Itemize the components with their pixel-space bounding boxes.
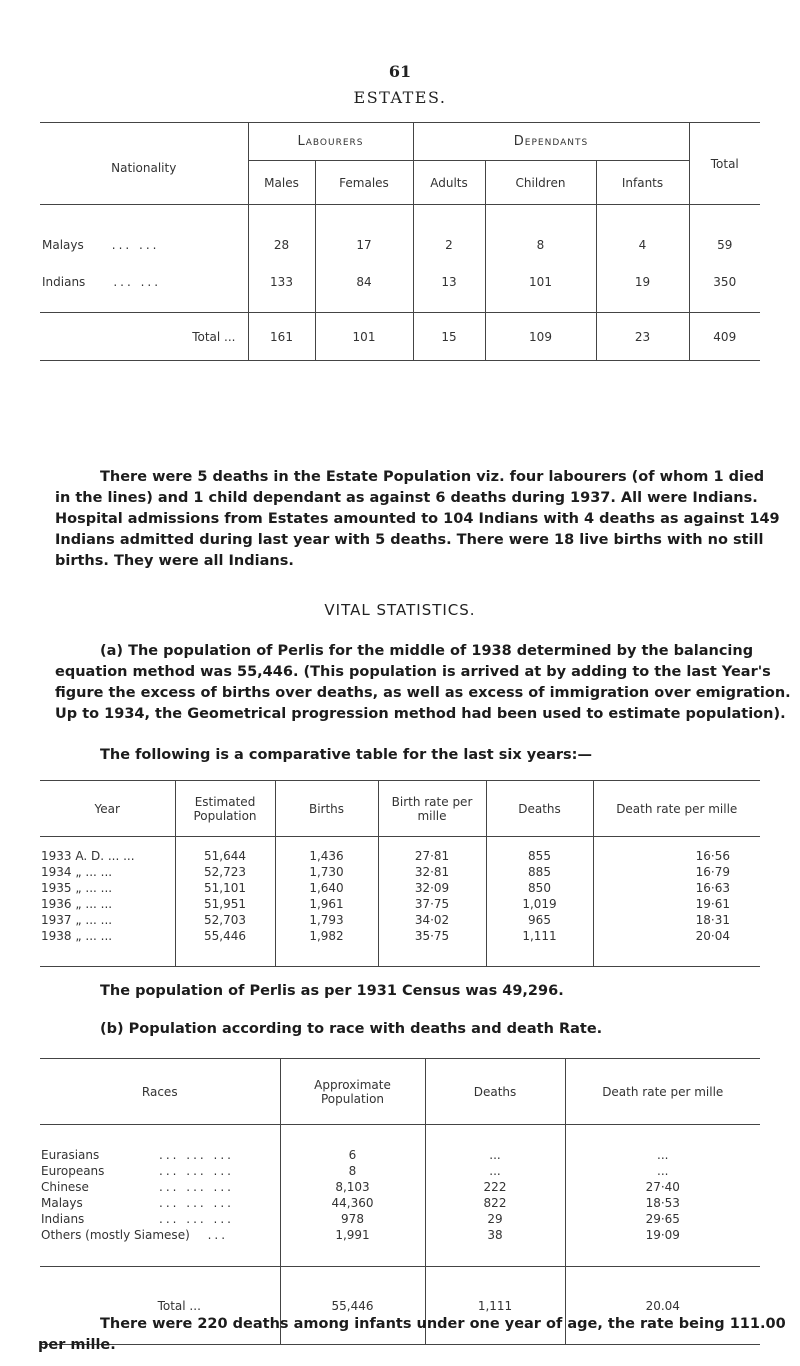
cell-deaths: 222 bbox=[425, 1179, 565, 1195]
cell-deaths: 29 bbox=[425, 1211, 565, 1227]
cell-adults: 13 bbox=[413, 253, 485, 313]
cell-deaths: 850 bbox=[486, 880, 593, 896]
cell-year: 1937 „ ... ... bbox=[40, 912, 175, 928]
col-population: Estimated Population bbox=[175, 781, 275, 837]
comparative-intro: The following is a comparative table for the last six years:— bbox=[100, 747, 592, 763]
total-population: 55,446 bbox=[280, 1267, 425, 1345]
leader-dots: ... bbox=[207, 1227, 229, 1242]
cell-death-rate: 16·79 bbox=[695, 865, 730, 879]
cell-population: 8,103 bbox=[280, 1179, 425, 1195]
paragraph-line: Indians admitted during last year with 5 deaths. There were 18 live births with no still bbox=[55, 532, 764, 548]
row-label: Indians bbox=[41, 1211, 85, 1226]
cell-death-rate: 16·63 bbox=[695, 881, 730, 895]
table-row bbox=[40, 205, 760, 253]
table-row bbox=[40, 880, 760, 896]
census-line: The population of Perlis as per 1931 Census was 49,296. bbox=[100, 983, 564, 999]
cell-population: 55,446 bbox=[175, 928, 275, 966]
col-total: Total bbox=[689, 123, 760, 205]
infant-mortality-paragraph bbox=[38, 1314, 786, 1356]
cell-infants: 19 bbox=[634, 275, 651, 290]
table-row bbox=[40, 912, 760, 928]
cell-children: 101 bbox=[485, 253, 596, 313]
paragraph-line: figure the excess of births over deaths, as well as excess of immigration over emigration. bbox=[55, 685, 791, 701]
cell-total: 59 bbox=[689, 205, 760, 253]
total-deaths: 1,111 bbox=[425, 1267, 565, 1345]
cell-males: 133 bbox=[248, 253, 315, 313]
row-label: Europeans bbox=[41, 1163, 105, 1178]
total-females: 101 bbox=[315, 313, 413, 361]
col-death-rate: Death rate per mille bbox=[565, 1059, 760, 1125]
vital-statistics-heading: VITAL STATISTICS. bbox=[324, 601, 476, 619]
table-row bbox=[40, 1163, 760, 1179]
cell-death-rate: ... bbox=[657, 1147, 669, 1162]
col-approx-population: Approximate Population bbox=[280, 1059, 425, 1125]
group-labourers: Labourers bbox=[248, 123, 413, 161]
table-row bbox=[40, 1211, 760, 1227]
col-deaths: Deaths bbox=[425, 1059, 565, 1125]
cell-death-rate: 16·56 bbox=[695, 849, 730, 863]
cell-births: 1,730 bbox=[275, 864, 378, 880]
cell-deaths: 38 bbox=[425, 1227, 565, 1267]
table-row bbox=[40, 928, 760, 966]
col-nationality: Nationality bbox=[40, 123, 248, 205]
cell-population: 44,360 bbox=[280, 1195, 425, 1211]
total-males: 161 bbox=[248, 313, 315, 361]
cell-males: 28 bbox=[248, 205, 315, 253]
cell-births: 1,640 bbox=[275, 880, 378, 896]
race-table-heading: (b) Population according to race with deaths and death Rate. bbox=[100, 1021, 603, 1037]
cell-birth-rate: 34·02 bbox=[378, 912, 486, 928]
cell-females: 17 bbox=[315, 205, 413, 253]
paragraph-line: (a) The population of Perlis for the middle of 1938 determined by the balancing bbox=[100, 643, 754, 659]
paragraph-line: in the lines) and 1 child dependant as against 6 deaths during 1937. All were Indians. bbox=[55, 490, 758, 506]
cell-year: 1933 A. D. ... ... bbox=[40, 837, 175, 865]
col-births: Births bbox=[275, 781, 378, 837]
col-year: Year bbox=[40, 781, 175, 837]
col-death-rate: Death rate per mille bbox=[593, 781, 760, 837]
table-row bbox=[40, 1195, 760, 1211]
population-paragraph bbox=[55, 641, 791, 725]
cell-deaths: ... bbox=[425, 1163, 565, 1179]
cell-population: 8 bbox=[280, 1163, 425, 1179]
total-adults: 15 bbox=[413, 313, 485, 361]
cell-death-rate: 18·31 bbox=[695, 913, 730, 927]
row-label: Indians bbox=[42, 275, 86, 290]
page-title: ESTATES. bbox=[353, 88, 447, 107]
estates-paragraph bbox=[55, 467, 780, 572]
col-infants: Infants bbox=[596, 161, 689, 205]
cell-deaths: 822 bbox=[425, 1195, 565, 1211]
cell-deaths: 1,111 bbox=[486, 928, 593, 966]
cell-death-rate: 18·53 bbox=[645, 1195, 680, 1210]
cell-population: 1,991 bbox=[280, 1227, 425, 1267]
paragraph-line: Hospital admissions from Estates amounted to 104 Indians with 4 deaths as against 149 bbox=[55, 511, 780, 527]
col-females: Females bbox=[315, 161, 413, 205]
cell-death-rate: 19·09 bbox=[645, 1227, 680, 1242]
paragraph-line: equation method was 55,446. (This population is arrived at by adding to the last Year's bbox=[55, 664, 771, 680]
table-row bbox=[40, 1179, 760, 1195]
cell-population: 6 bbox=[280, 1125, 425, 1163]
leader-dots: ... ... ... bbox=[159, 1179, 234, 1194]
col-children: Children bbox=[485, 161, 596, 205]
total-children: 109 bbox=[485, 313, 596, 361]
cell-death-rate: 19·61 bbox=[695, 897, 730, 911]
row-label: Eurasians bbox=[41, 1147, 100, 1162]
total-label: Total ... bbox=[40, 1267, 280, 1345]
cell-adults: 2 bbox=[413, 205, 485, 253]
cell-births: 1,982 bbox=[275, 928, 378, 966]
total-death-rate: 20.04 bbox=[565, 1267, 760, 1345]
cell-birth-rate: 37·75 bbox=[378, 896, 486, 912]
cell-birth-rate: 32·09 bbox=[378, 880, 486, 896]
col-males: Males bbox=[248, 161, 315, 205]
table-row bbox=[40, 1125, 760, 1163]
cell-birth-rate: 27·81 bbox=[378, 837, 486, 865]
cell-population: 51,644 bbox=[175, 837, 275, 865]
cell-population: 51,951 bbox=[175, 896, 275, 912]
col-races: Races bbox=[40, 1059, 280, 1125]
col-deaths: Deaths bbox=[486, 781, 593, 837]
cell-deaths: 885 bbox=[486, 864, 593, 880]
paragraph-line: There were 220 deaths among infants under one year of age, the rate being 111.00 bbox=[100, 1316, 786, 1332]
col-adults: Adults bbox=[413, 161, 485, 205]
leader-dots: ... ... ... bbox=[159, 1195, 234, 1210]
cell-death-rate: 20·04 bbox=[593, 928, 760, 966]
cell-birth-rate: 32·81 bbox=[378, 864, 486, 880]
cell-deaths: 855 bbox=[486, 837, 593, 865]
paragraph-line: Up to 1934, the Geometrical progression method had been used to estimate population). bbox=[55, 706, 786, 722]
table-row bbox=[40, 837, 760, 865]
page-number: 61 bbox=[388, 62, 412, 81]
table-row bbox=[40, 864, 760, 880]
table-row bbox=[40, 1227, 760, 1267]
leader-dots: ... ... ... bbox=[159, 1147, 234, 1162]
cell-year: 1934 „ ... ... bbox=[40, 864, 175, 880]
cell-females: 84 bbox=[315, 253, 413, 313]
cell-population: 52,703 bbox=[175, 912, 275, 928]
paragraph-line: per mille. bbox=[38, 1337, 116, 1353]
cell-infants: 4 bbox=[638, 237, 647, 252]
leader-dots: ... ... bbox=[111, 237, 160, 252]
cell-year: 1938 „ ... ... bbox=[40, 928, 175, 966]
leader-dots: ... ... bbox=[113, 275, 162, 290]
total-row bbox=[40, 313, 760, 361]
vital-statistics-table bbox=[40, 780, 760, 967]
cell-year: 1935 „ ... ... bbox=[40, 880, 175, 896]
cell-death-rate: 29·65 bbox=[645, 1211, 680, 1226]
row-label: Others (mostly Siamese) bbox=[41, 1227, 190, 1242]
row-label: Chinese bbox=[41, 1179, 89, 1194]
cell-year: 1936 „ ... ... bbox=[40, 896, 175, 912]
total-infants: 23 bbox=[596, 313, 689, 361]
cell-births: 1,793 bbox=[275, 912, 378, 928]
cell-death-rate: ... bbox=[657, 1163, 669, 1178]
cell-population: 52,723 bbox=[175, 864, 275, 880]
row-label: Malays bbox=[42, 237, 84, 252]
leader-dots: ... ... ... bbox=[159, 1211, 234, 1226]
race-table bbox=[40, 1058, 786, 1345]
cell-children: 8 bbox=[485, 205, 596, 253]
cell-population: 51,101 bbox=[175, 880, 275, 896]
total-total: 409 bbox=[689, 313, 760, 361]
cell-deaths: ... bbox=[425, 1125, 565, 1163]
row-label: Malays bbox=[41, 1195, 83, 1210]
cell-death-rate: 27·40 bbox=[645, 1179, 680, 1194]
total-label: Total ... bbox=[40, 313, 248, 361]
cell-births: 1,436 bbox=[275, 837, 378, 865]
table-row bbox=[40, 253, 760, 313]
cell-birth-rate: 35·75 bbox=[378, 928, 486, 966]
cell-births: 1,961 bbox=[275, 896, 378, 912]
cell-deaths: 1,019 bbox=[486, 896, 593, 912]
paragraph-line: births. They were all Indians. bbox=[55, 553, 294, 569]
cell-deaths: 965 bbox=[486, 912, 593, 928]
cell-population: 978 bbox=[280, 1211, 425, 1227]
estates-table bbox=[40, 122, 760, 361]
paragraph-line: There were 5 deaths in the Estate Population viz. four labourers (of whom 1 died bbox=[100, 469, 765, 485]
cell-total: 350 bbox=[689, 253, 760, 313]
group-dependants: Dependants bbox=[413, 123, 689, 161]
table-row bbox=[40, 896, 760, 912]
col-birth-rate: Birth rate per mille bbox=[378, 781, 486, 837]
leader-dots: ... ... ... bbox=[159, 1163, 234, 1178]
